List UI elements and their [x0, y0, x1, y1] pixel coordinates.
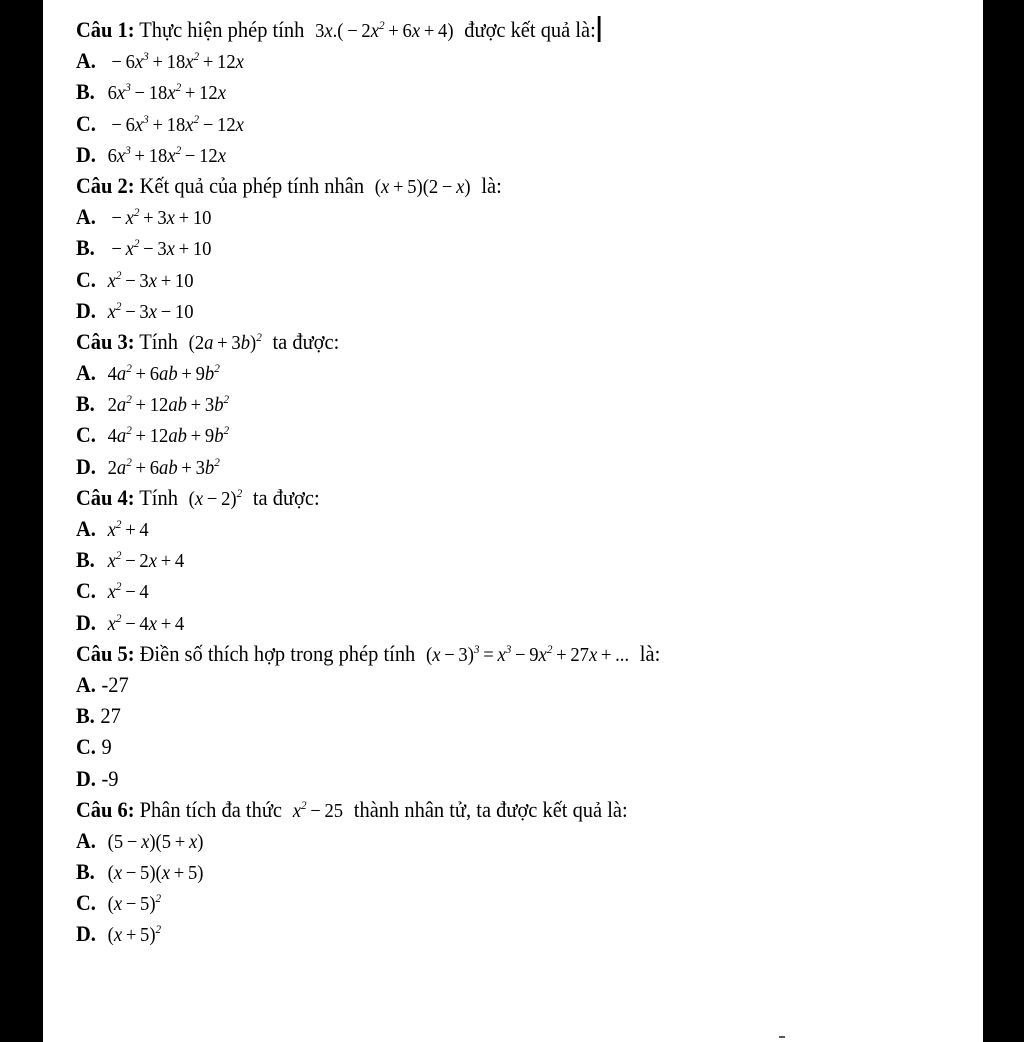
answer-option[interactable]: [76, 669, 913, 700]
exponent: 2: [193, 49, 200, 64]
option-letter: C.: [76, 110, 96, 136]
answer-option[interactable]: [76, 918, 913, 949]
answer-option[interactable]: [76, 887, 913, 918]
option-expression: $x^2 - 4$: [107, 579, 149, 604]
option-value: 9: [101, 734, 112, 760]
exponent: 2: [126, 423, 132, 438]
option-expression: − $x^2 + 3x + 10$: [107, 205, 212, 230]
question-number: Câu 3:: [76, 328, 135, 354]
answer-option[interactable]: [76, 607, 913, 638]
question-text: Phân tích đa thức: [139, 796, 283, 822]
option-expression: (5 − x)(5 + x): [107, 830, 204, 853]
exponent: 2: [223, 392, 230, 407]
option-letter: B.: [76, 235, 95, 261]
answer-option[interactable]: [76, 575, 913, 606]
exponent: 2: [115, 267, 122, 282]
option-letter: A.: [76, 827, 96, 853]
option-letter: A.: [76, 516, 96, 541]
exponent: 2: [133, 205, 140, 220]
option-letter: C.: [76, 266, 96, 292]
question-text: thành nhân tử, ta được kết quả là:: [353, 796, 628, 822]
answer-option[interactable]: [76, 139, 913, 170]
option-letter: B.: [76, 547, 95, 573]
exponent: 2: [115, 610, 122, 625]
exponent: 3: [125, 80, 131, 95]
exponent: 2: [214, 361, 220, 376]
math-expression: $x^2 - 25$: [292, 797, 344, 822]
option-expression: $x^2 + 4$: [107, 517, 149, 541]
option-letter: D.: [76, 765, 96, 791]
exponent: 2: [546, 641, 553, 656]
option-letter: D.: [76, 609, 96, 635]
option-letter: D.: [76, 921, 96, 947]
answer-option[interactable]: [76, 763, 913, 794]
question-text: Điền số thích hợp trong phép tính: [139, 640, 416, 666]
answer-option[interactable]: [76, 856, 913, 887]
question-number: Câu 1:: [76, 17, 135, 42]
option-expression: $4a^2 + 12ab + 9b^2$: [107, 423, 230, 448]
option-expression: $6x^3 + 18x^2 - 12x$: [107, 142, 226, 167]
option-letter: B.: [76, 703, 95, 729]
exponent: 3: [143, 49, 149, 64]
exponent: 2: [175, 80, 182, 95]
option-letter: A.: [76, 360, 96, 386]
exponent: 2: [126, 454, 132, 469]
exponent: 3: [505, 641, 512, 656]
answer-option[interactable]: [76, 264, 913, 295]
question-1: [76, 14, 913, 45]
option-letter: C.: [76, 734, 96, 760]
text-cursor: [598, 16, 601, 42]
option-letter: A.: [76, 48, 96, 74]
question-2: [76, 170, 913, 201]
option-expression: $4a^2 + 6ab + 9b^2$: [107, 361, 220, 386]
exponent: 2: [115, 579, 122, 594]
option-expression: $(x + 5)^2$: [107, 922, 162, 947]
exponent: 2: [379, 18, 385, 32]
option-letter: C.: [76, 890, 96, 916]
question-3: [76, 326, 913, 357]
answer-option[interactable]: [76, 45, 913, 76]
option-expression: $6x^3 - 18x^2 + 12x$: [107, 80, 226, 105]
option-letter: B.: [76, 859, 95, 885]
option-expression: $(x - 5)^2$: [107, 891, 162, 916]
question-text: được kết quả là:: [464, 17, 596, 42]
question-number: Câu 2:: [76, 172, 135, 198]
exponent: 2: [223, 423, 230, 438]
answer-option[interactable]: [76, 731, 913, 762]
option-value: 27: [100, 703, 121, 729]
document-page: [43, 0, 983, 1042]
question-list: [76, 14, 976, 950]
question-6: [76, 794, 913, 825]
exponent: 2: [115, 298, 122, 313]
math-expression: $3x.( - 2x^2 + 6x + 4)$: [315, 18, 454, 42]
exponent: 3: [473, 641, 480, 656]
stray-mark: [779, 1036, 785, 1038]
exponent: 2: [126, 361, 132, 376]
option-letter: B.: [76, 391, 95, 417]
question-text: ta được:: [272, 328, 340, 354]
question-text: Kết quả của phép tính nhân: [139, 172, 365, 198]
exponent: 2: [115, 548, 122, 563]
answer-option[interactable]: [76, 108, 913, 139]
answer-option[interactable]: [76, 357, 913, 388]
question-number: Câu 6:: [76, 796, 135, 822]
option-letter: A.: [76, 671, 96, 697]
question-number: Câu 4:: [76, 484, 135, 510]
answer-option[interactable]: [76, 295, 913, 326]
exponent: 3: [143, 111, 149, 126]
exponent: 2: [126, 392, 132, 407]
question-text: Tính: [139, 484, 178, 510]
question-text: Thực hiện phép tính: [139, 17, 305, 42]
option-letter: D.: [76, 297, 96, 323]
exponent: 2: [236, 485, 243, 500]
math-expression: $(2a + 3b)^2$: [188, 329, 262, 354]
option-expression: − $6x^3 + 18x^2 - 12x$: [107, 111, 244, 136]
math-expression: (x + 5)(2 − x): [374, 175, 471, 198]
exponent: 2: [300, 797, 307, 812]
option-value: -9: [101, 765, 119, 791]
answer-option[interactable]: [76, 544, 913, 575]
question-text: là:: [639, 640, 661, 666]
exponent: 2: [193, 111, 200, 126]
math-expression: $(x - 3)^3 = x^3 - 9x^2 + 27x$ + ...: [425, 641, 630, 666]
option-expression: − $x^2 - 3x + 10$: [107, 236, 212, 261]
answer-option[interactable]: [76, 419, 913, 450]
exponent: 2: [155, 922, 162, 937]
answer-option[interactable]: [76, 451, 913, 482]
answer-option[interactable]: [76, 700, 913, 731]
option-expression: $x^2 - 3x + 10$: [107, 267, 194, 292]
option-expression: $2a^2 + 12ab + 3b^2$: [107, 392, 230, 417]
question-4: [76, 482, 913, 513]
option-letter: D.: [76, 453, 96, 479]
option-expression: $x^2 - 3x - 10$: [107, 298, 194, 323]
option-letter: C.: [76, 578, 96, 604]
answer-option[interactable]: [76, 201, 913, 232]
exponent: 2: [256, 329, 262, 344]
exponent: 2: [214, 454, 220, 469]
question-5: [76, 638, 913, 669]
answer-option[interactable]: [76, 232, 913, 263]
exponent: 3: [125, 142, 131, 157]
question-text: là:: [481, 172, 502, 198]
option-expression: $x^2 - 4x + 4$: [107, 610, 185, 635]
option-letter: D.: [76, 141, 96, 167]
question-text: ta được:: [252, 484, 320, 510]
exponent: 2: [133, 236, 140, 251]
question-text: Tính: [139, 328, 178, 354]
math-expression: $(x - 2)^2$: [188, 485, 243, 510]
question-number: Câu 5:: [76, 640, 135, 666]
option-value: -27: [101, 671, 129, 697]
option-letter: B.: [76, 79, 95, 105]
answer-option[interactable]: [76, 825, 913, 856]
answer-option[interactable]: [76, 513, 913, 544]
option-expression: (x − 5)(x + 5): [107, 862, 204, 885]
option-expression: $2a^2 + 6ab + 3b^2$: [107, 454, 220, 479]
option-expression: $x^2 - 2x + 4$: [107, 548, 185, 573]
exponent: 2: [115, 517, 122, 531]
exponent: 2: [175, 142, 182, 157]
option-expression: − $6x^3 + 18x^2 + 12x$: [107, 49, 244, 74]
option-letter: A.: [76, 204, 96, 230]
answer-option[interactable]: [76, 76, 913, 107]
answer-option[interactable]: [76, 388, 913, 419]
exponent: 2: [155, 891, 162, 906]
option-letter: C.: [76, 422, 96, 448]
